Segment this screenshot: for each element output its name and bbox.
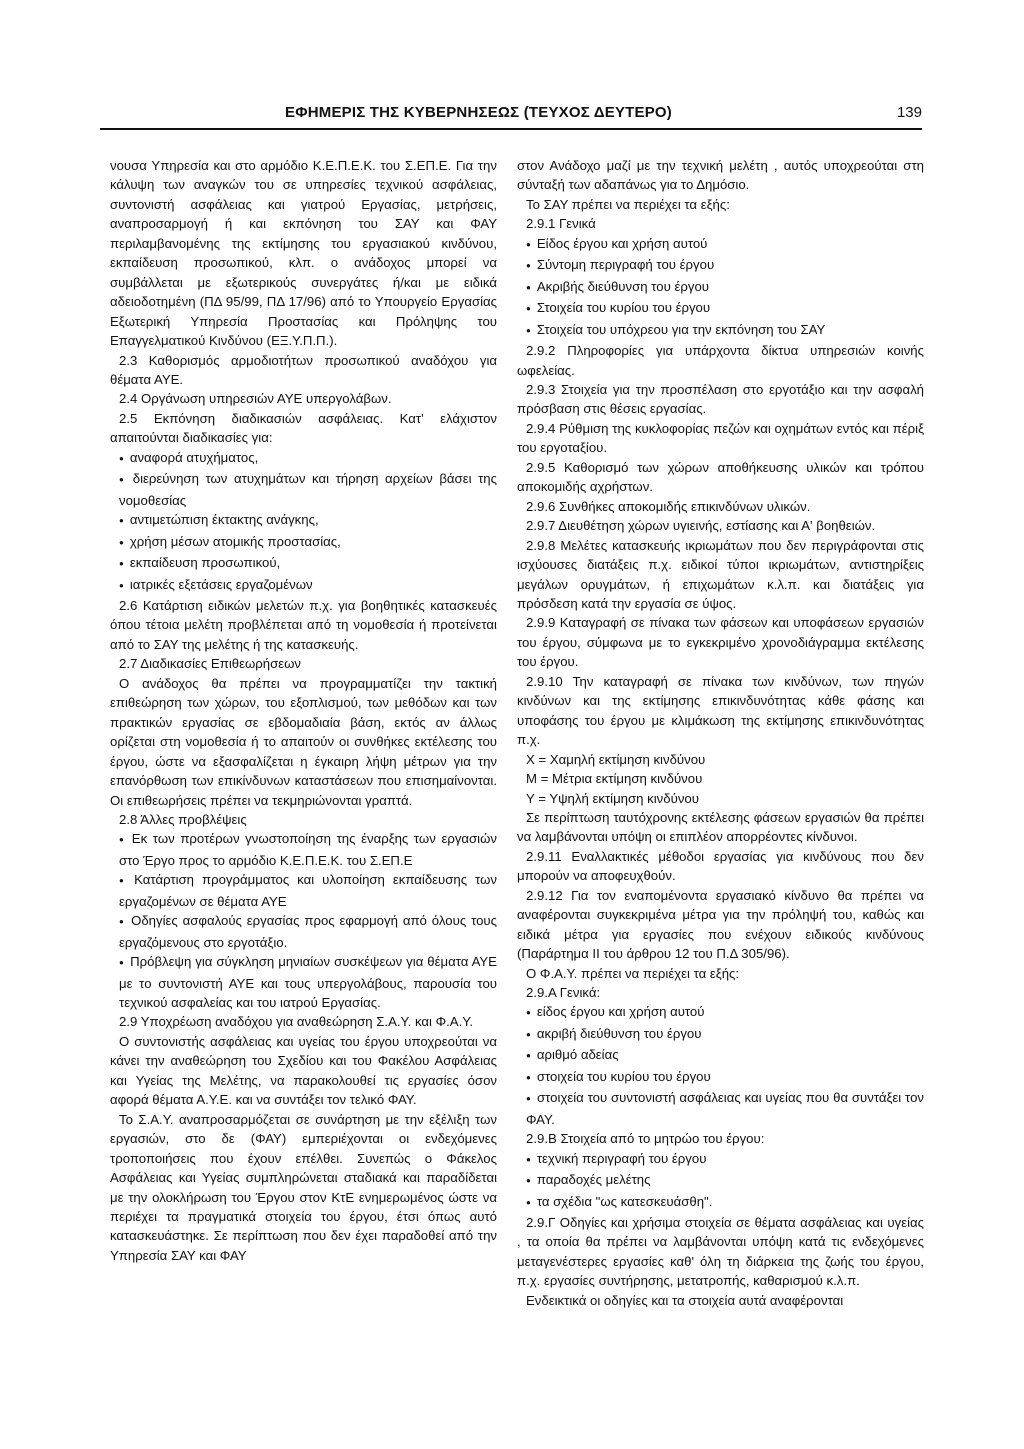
- bullet-item: ● Στοιχεία του κυρίου του έργου: [517, 298, 924, 319]
- bullet-item: ● ιατρικές εξετάσεις εργαζομένων: [110, 575, 497, 596]
- paragraph: 2.7 Διαδικασίες Επιθεωρήσεων: [119, 656, 302, 672]
- paragraph: 2.8 Άλλες προβλέψεις: [119, 811, 247, 827]
- paragraph: Ενδεικτικά οι οδηγίες και τα στοιχεία αυτά αναφέρονται: [526, 1292, 844, 1308]
- page-header: [100, 104, 922, 128]
- paragraph: Χ = Χαμηλή εκτίμηση κινδύνου: [526, 751, 706, 767]
- paragraph: 2.9.1 Γενικά: [526, 216, 596, 232]
- paragraph: 2.9.12 Για τον εναπομένοντα εργασιακό κίνδυνο θα πρέπει να αναφέρονται συγκεκριμένα μέτρα για την πρόληψή του, καθώς και ειδικά μέτρα για εργασίες που ενέχουν ειδικούς κινδύνους (Παράρτημα ΙΙ του άρθρου 12 του Π.Δ 305/96).: [517, 887, 924, 962]
- bullet-item: ● στοιχεία του κυρίου του έργου: [517, 1067, 924, 1088]
- paragraph: 2.9.9 Καταγραφή σε πίνακα των φάσεων και υποφάσεων εργασιών του έργου, σύμφωνα με το εγκεκριμένο χρονοδιάγραμμα εκτέλεσης του έργου.: [517, 615, 924, 670]
- paragraph: 2.5 Εκπόνηση διαδικασιών ασφάλειας. Κατ' ελάχιστον απαιτούνται διαδικασίες για:: [110, 410, 497, 446]
- paragraph: Ο συντονιστής ασφάλειας και υγείας του έργου υποχρεούται να κάνει την αναθεώρηση του Σχεδίου και του Φακέλου Ασφάλειας και Υγείας της Μελέτης, να παρακολουθεί τις εργασίες όσον αφορά θέματα Α.Υ.Ε. και να συντάξει τον τελικό ΦΑΥ.: [110, 1033, 497, 1108]
- bullet-item: ● Είδος έργου και χρήση αυτού: [517, 234, 924, 255]
- paragraph: Το Σ.Α.Υ. αναπροσαρμόζεται σε συνάρτηση με την εξέλιξη των εργασιών, στο δε (ΦΑΥ) εμπεριέχονται οι ενδεχόμενες τροποποιήσεις που έχουν επέλθει. Συνεπώς ο Φάκελος Ασφάλειας και Υγείας συμπληρώνεται σταδιακά και παραδίδεται με την ολοκλήρωση του Έργου στον ΚτΕ ενημερωμένος ώστε να περιέχει τα πραγματικά στοιχεία του έργου, έτσι όπως αυτό κατασκευάστηκε. Σε περίπτωση που δεν έχει παραδοθεί από την Υπηρεσία ΣΑΥ και ΦΑΥ: [110, 1111, 497, 1263]
- paragraph: νουσα Υπηρεσία και στο αρμόδιο Κ.Ε.Π.Ε.Κ. του Σ.ΕΠ.Ε. Για την κάλυψη των αναγκών του σε υπηρεσίες τεχνικού ασφάλειας, συντονιστή ασφάλειας και γιατρού Εργασίας, μετρήσεις, αναπροσαρμογή ή και εκπόνηση του ΣΑΥ και ΦΑΥ περιλαμβανομένης της εκτίμησης του εργασιακού κινδύνου, εκπαίδευση προσωπικού, κλπ. ο ανάδοχος μπορεί να συμβάλλεται με εξωτερικούς συνεργάτες ή/και με ειδικά αδειοδοτημένη (ΠΔ 95/99, ΠΔ 17/96) από το Υπουργείο Εργασίας Εξωτερική Υπηρεσία Προστασίας και Πρόληψης του Επαγγελματικού Κινδύνου (ΕΞ.Υ.Π.Π.).: [110, 158, 497, 349]
- paragraph: Σε περίπτωση ταυτόχρονης εκτέλεσης φάσεων εργασιών θα πρέπει να λαμβάνονται υπόψη οι επιπλέον απορρέοντες κίνδυνοι.: [517, 809, 924, 845]
- bullet-item: ● τεχνική περιγραφή του έργου: [517, 1149, 924, 1170]
- paragraph: Ο Φ.Α.Υ. πρέπει να περιέχει τα εξής:: [526, 965, 740, 981]
- paragraph: Υ = Υψηλή εκτίμηση κινδύνου: [526, 790, 699, 806]
- bullet-item: ● είδος έργου και χρήση αυτού: [517, 1002, 924, 1023]
- bullet-item: ● Εκ των προτέρων γνωστοποίηση της έναρξης των εργασιών στο Έργο προς το αρμόδιο Κ.Ε.Π.Ε.Κ. του Σ.ΕΠ.Ε: [110, 829, 497, 870]
- paragraph: 2.6 Κατάρτιση ειδικών μελετών π.χ. για βοηθητικές κατασκευές όπου τέτοια μελέτη προβλέπεται από τη νομοθεσία ή προτείνεται από το ΣΑΥ της μελέτης ή της κατασκευής.: [110, 597, 497, 652]
- page-number: 139: [896, 104, 922, 121]
- paragraph: στον Ανάδοχο μαζί με την τεχνική μελέτη , αυτός υποχρεούται στη σύνταξή των αδαπάνως για το Δημόσιο.: [517, 158, 924, 193]
- paragraph: 2.9.3 Στοιχεία για την προσπέλαση στο εργοτάξιο και την ασφαλή πρόσβαση στις θέσεις εργασίας.: [517, 381, 924, 417]
- bullet-item: ● Στοιχεία του υπόχρεου για την εκπόνηση του ΣΑΥ: [517, 320, 924, 341]
- bullet-item: ● Πρόβλεψη για σύγκληση μηνιαίων συσκέψεων για θέματα ΑΥΕ με το συντονιστή ΑΥΕ και τους υπεργολάβους, παρουσία του τεχνικού ασφαλείας και του ιατρού Εργασίας.: [110, 952, 497, 1012]
- paragraph: 2.9 Υποχρέωση αναδόχου για αναθεώρηση Σ.Α.Υ. και Φ.Α.Υ.: [119, 1014, 474, 1030]
- paragraph: 2.9.Β Στοιχεία από το μητρώο του έργου:: [526, 1131, 765, 1147]
- paragraph: Ο ανάδοχος θα πρέπει να προγραμματίζει την τακτική επιθεώρηση των χώρων, του εξοπλισμού, των μεθόδων και των πρακτικών εργασίας σε εβδομαδιαία βάση, εκτός αν άλλως ορίζεται στη νομοθεσία ή το απαιτούν οι συνθήκες εκτέλεσης του έργου, ώστε να εξασφαλίζεται η έγκαιρη λήψη μέτρων για την επανόρθωση των επικίνδυνων καταστάσεων που επισημαίνονται. Οι επιθεωρήσεις πρέπει να τεκμηριώνονται γραπτά.: [110, 675, 497, 808]
- bullet-item: ● στοιχεία του συντονιστή ασφάλειας και υγείας που θα συντάξει τον ΦΑΥ.: [517, 1088, 924, 1129]
- bullet-item: ● αντιμετώπιση έκτακτης ανάγκης,: [110, 510, 497, 531]
- paragraph: 2.9.5 Καθορισμό των χώρων αποθήκευσης υλικών και τρόπου αποκομιδής αχρήστων.: [517, 459, 924, 495]
- bullet-item: ● διερεύνηση των ατυχημάτων και τήρηση αρχείων βάσει της νομοθεσίας: [110, 469, 497, 510]
- paragraph: Το ΣΑΥ πρέπει να περιέχει τα εξής:: [526, 196, 730, 212]
- paragraph: Μ = Μέτρια εκτίμηση κινδύνου: [526, 771, 703, 787]
- bullet-item: ● Οδηγίες ασφαλούς εργασίας προς εφαρμογή από όλους τους εργαζόμενους στο εργοτάξιο.: [110, 911, 497, 952]
- paragraph: 2.9.2 Πληροφορίες για υπάρχοντα δίκτυα υπηρεσιών κοινής ωφελείας.: [517, 343, 924, 378]
- paragraph: 2.3 Καθορισμός αρμοδιοτήτων προσωπικού αναδόχου για θέματα ΑΥΕ.: [110, 352, 497, 387]
- bullet-item: ● αναφορά ατυχήματος,: [110, 448, 497, 469]
- bullet-item: ● χρήση μέσων ατομικής προστασίας,: [110, 532, 497, 553]
- left-column: [110, 156, 497, 1265]
- paragraph: 2.9.10 Την καταγραφή σε πίνακα των κινδύνων, των πηγών κινδύνων και της εκτίμησης επικινδυνότητας κάθε φάσης και υποφάσης του έργου με κλιμάκωση της εκτίμησης επικινδυνότητας π.χ.: [517, 673, 924, 748]
- bullet-item: ● τα σχέδια "ως κατεσκευάσθη".: [517, 1192, 924, 1213]
- gazette-title: ΕΦΗΜΕΡΙΣ ΤΗΣ ΚΥΒΕΡΝΗΣΕΩΣ (ΤΕΥΧΟΣ ΔΕΥΤΕΡΟ): [285, 104, 672, 121]
- paragraph: 2.9.7 Διευθέτηση χώρων υγιεινής, εστίασης και Α' βοηθειών.: [526, 518, 876, 534]
- paragraph: 2.9.8 Μελέτες κατασκευής ικριωμάτων που δεν περιγράφονται στις ισχύουσες διατάξεις π.χ. ειδικοί τύποι ικριωμάτων, αντιστηρίξεις μεγάλων ορυγμάτων, ή επιχωμάτων κ.λ.π. και διατάξεις για πρόσδεση κατά την εργασία σε ύψος.: [517, 537, 924, 611]
- bullet-item: ● Ακριβής διεύθυνση του έργου: [517, 277, 924, 298]
- header-rule: [100, 128, 922, 130]
- bullet-item: ● Σύντομη περιγραφή του έργου: [517, 255, 924, 276]
- paragraph: 2.4 Οργάνωση υπηρεσιών ΑΥΕ υπεργολάβων.: [119, 391, 392, 407]
- bullet-item: ● παραδοχές μελέτης: [517, 1170, 924, 1191]
- bullet-item: ● Κατάρτιση προγράμματος και υλοποίηση εκπαίδευσης των εργαζομένων σε θέματα ΑΥΕ: [110, 870, 497, 911]
- bullet-item: ● ακριβή διεύθυνση του έργου: [517, 1024, 924, 1045]
- paragraph: 2.9.Α Γενικά:: [526, 985, 601, 1001]
- paragraph: 2.9.Γ Οδηγίες και χρήσιμα στοιχεία σε θέματα ασφάλειας και υγείας , τα οποία θα πρέπει να λαμβάνονται υπόψη κατά τις ενδεχόμενες μεταγενέστερες εργασίες καθ' όλη τη διάρκεια της ζωής του έργου, π.χ. εργασίες συντήρησης, μετατροπής, καθαρισμού κ.λ.π.: [517, 1215, 924, 1289]
- paragraph: 2.9.11 Εναλλακτικές μέθοδοι εργασίας για κινδύνους που δεν μπορούν να αποφευχθούν.: [517, 848, 924, 884]
- paragraph: 2.9.4 Ρύθμιση της κυκλοφορίας πεζών και οχημάτων εντός και πέριξ του εργοταξίου.: [517, 420, 924, 456]
- right-column: [517, 156, 924, 1310]
- paragraph: 2.9.6 Συνθήκες αποκομιδής επικινδύνων υλικών.: [526, 498, 811, 514]
- bullet-item: ● εκπαίδευση προσωπικού,: [110, 553, 497, 574]
- bullet-item: ● αριθμό αδείας: [517, 1045, 924, 1066]
